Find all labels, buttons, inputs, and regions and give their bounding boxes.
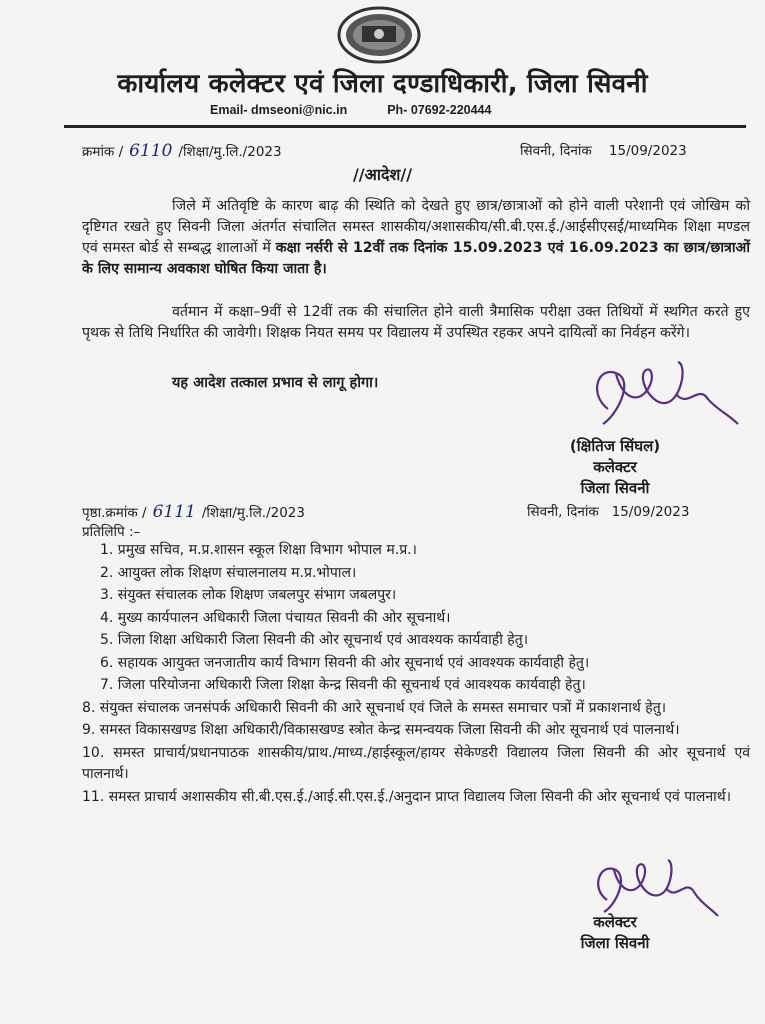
- list-item: 11. समस्त प्राचार्य अशासकीय सी.बी.एस.ई./आई.सी.एस.ई./अनुदान प्राप्त विद्यालय जिला सिवनी की ओर सूचनार्थ एवं पालनार्थ।: [82, 788, 732, 805]
- signatory-name: (क्षितिज सिंघल): [569, 437, 661, 455]
- endorsement-number-handwritten: 6111: [152, 502, 196, 522]
- ref-prefix: क्रमांक /: [82, 144, 124, 160]
- para1-bold-text: कक्षा नर्सरी से 12वीं तक दिनांक 15.09.2023 एवं 16.09.2023 का छात्र/छात्राओं के लिए सामान्य अवकाश घोषित किया जाता है।: [82, 240, 751, 277]
- endorsement-place-date-label: सिवनी, दिनांक: [527, 504, 599, 520]
- order-paragraph-2: वर्तमान में कक्षा–9वीं से 12वीं तक की संचालित होने वाली त्रैमासिक परीक्षा उक्त तिथियों में स्थगित करते हुए पृथक से तिथि निर्धारित की जावेगी। शिक्षक नियत समय पर विद्यालय में उपस्थित रहकर अपने दायित्वों का निर्वहन करेंगे।: [82, 304, 750, 341]
- phone-text: Ph- 07692-220444: [387, 103, 492, 117]
- list-item: 8. संयुक्त संचालक जनसंपर्क अधिकारी सिवनी की आरे सूचनार्थ एवं जिले के समस्त समाचार पत्रों में प्रकाशनार्थ हेतु।: [82, 699, 667, 716]
- list-item: 10. समस्त प्राचार्य/प्रधानपाठक शासकीय/प्राथ./माध्य./हाईस्कूल/हायर सेकेण्डरी विद्यालय जिला सिवनी की ओर सूचनार्थ एवं पालनार्थ।: [82, 744, 750, 782]
- endorsement-date: [527, 502, 689, 520]
- list-item: 3. संयुक्त संचालक लोक शिक्षण जबलपुर संभाग जबलपुर।: [100, 587, 397, 603]
- order-paragraph-1: [82, 196, 750, 280]
- recipient-list: [82, 540, 750, 809]
- ref-suffix: /शिक्षा/मु.लि./2023: [178, 144, 282, 160]
- signatory-district: जिला सिवनी: [580, 479, 650, 497]
- para1-text: जिले में अतिवृष्टि के कारण बाढ़ की स्थिति को देखते हुए छात्र/छात्राओं को होने वाली परेशानी एवं जोखिम को दृष्टिगत रखते हुए सिवनी जिला अंतर्गत संचालित समस्त शासकीय/अशासकीय/सी.बी.एस.ई./आईसीएसई/माध्यमिक शिक्षा मण्डल एवं समस्त बोर्ड से सम्बद्ध शालाओं में: [82, 198, 750, 256]
- endorsement-ref-suffix: /शिक्षा/मु.लि./2023: [201, 505, 305, 521]
- list-item: 2. आयुक्त लोक शिक्षण संचालनालय म.प्र.भोपाल।: [100, 564, 357, 581]
- email-text: Email- dmseoni@nic.in: [210, 103, 348, 117]
- signatory-designation: कलेक्टर: [593, 458, 637, 476]
- order-reference: [82, 141, 282, 161]
- endorsement-date-value: 15/09/2023: [611, 504, 690, 520]
- collector-signature-icon: [578, 354, 748, 434]
- list-item: 5. जिला शिक्षा अधिकारी जिला सिवनी की ओर सूचनार्थ एवं आवश्यक कार्यवाही हेतु।: [100, 632, 529, 648]
- state-emblem-icon: [336, 6, 422, 64]
- place-date-label: सिवनी, दिनांक: [520, 143, 592, 159]
- order-number-handwritten: 6110: [129, 141, 173, 161]
- date-value: 15/09/2023: [608, 143, 687, 159]
- list-item: 7. जिला परियोजना अधिकारी जिला शिक्षा केन्द्र सिवनी की सूचनार्थ एवं आवश्यक कार्यवाही हेतु।: [100, 677, 586, 693]
- endorsement-signatory-designation: कलेक्टर: [593, 913, 637, 931]
- contact-line: [210, 103, 491, 117]
- order-effective-line: यह आदेश तत्काल प्रभाव से लागू होगा।: [172, 375, 379, 391]
- list-item: 1. प्रमुख सचिव, म.प्र.शासन स्कूल शिक्षा विभाग भोपाल म.प्र.।: [100, 542, 417, 558]
- order-date: [520, 141, 687, 159]
- office-title: कार्यालय कलेक्टर एवं जिला दण्डाधिकारी, जिला सिवनी: [117, 69, 648, 99]
- list-item: 4. मुख्य कार्यपालन अधिकारी जिला पंचायत सिवनी की ओर सूचनार्थ।: [100, 609, 451, 626]
- endorsement-reference: [82, 502, 305, 522]
- copy-label: प्रतिलिपि :–: [82, 524, 141, 540]
- list-item: 9. समस्त विकासखण्ड शिक्षा अधिकारी/विकासखण्ड स्त्रोत केन्द्र समन्वयक जिला सिवनी की ओर सूचनार्थ एवं पालनार्थ।: [82, 722, 680, 738]
- header-divider: [64, 125, 746, 128]
- endorsement-ref-prefix: पृष्ठा.क्रमांक /: [82, 505, 147, 521]
- list-item: 6. सहायक आयुक्त जनजातीय कार्य विभाग सिवनी की ओर सूचनार्थ एवं आवश्यक कार्यवाही हेतु।: [100, 654, 590, 671]
- endorsement-signatory-district: जिला सिवनी: [580, 934, 650, 952]
- order-heading: //आदेश//: [352, 165, 413, 184]
